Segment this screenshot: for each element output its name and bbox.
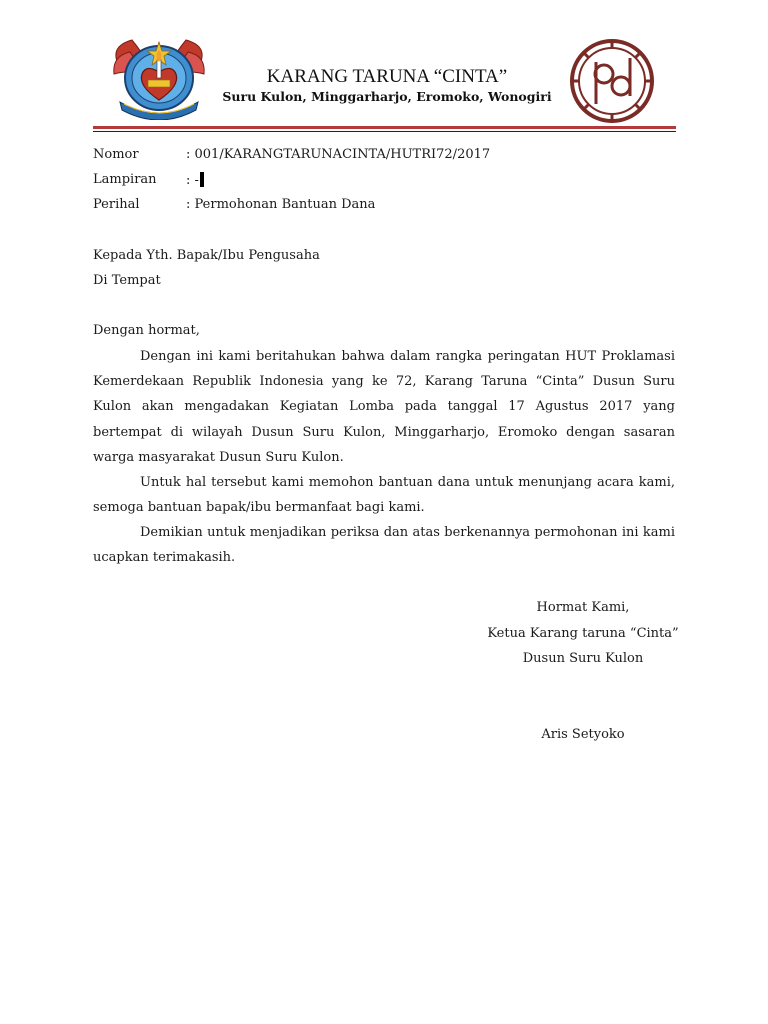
perihal-value: : Permohonan Bantuan Dana [186,197,376,212]
meta-row-nomor [93,147,676,167]
lampiran-label: Lampiran [93,172,157,187]
org-name: KARANG TARUNA “CINTA” [266,66,508,87]
signature-place: Dusun Suru Kulon [522,651,644,666]
meta-row-perihal [93,197,676,217]
recipient-place: Di Tempat [93,273,161,288]
nomor-label: Nomor [93,147,139,162]
body-paragraph-3: Demikian untuk menjadikan periksa dan atas berkenannya permohonan ini kami ucapkan terimakasih. [93,525,675,566]
perihal-label: Perihal [93,197,140,212]
header-rule-thin [93,131,676,132]
text-cursor [200,172,204,187]
body-paragraph-1: Dengan ini kami beritahukan bahwa dalam rangka peringatan HUT Proklamasi Kemerdekaan Republik Indonesia yang ke 72, Karang Taruna “Cinta” Dusun Suru Kulon akan mengadakan Kegiatan Lomba pada tanggal 17 Agustus 2017 yang bertempat di wilayah Dusun Suru Kulon, Minggarharjo, Eromoko dengan sasaran warga masyarakat Dusun Suru Kulon. [93,349,675,465]
signature-role: Ketua Karang taruna “Cinta” [487,626,679,641]
header-rule-thick [93,126,676,129]
greeting: Dengan hormat, [93,323,200,338]
signature-name: Aris Setyoko [541,727,625,742]
org-address: Suru Kulon, Minggarharjo, Eromoko, Wonogiri [222,89,552,104]
meta-row-lampiran [93,172,676,192]
body-paragraph-2: Untuk hal tersebut kami memohon bantuan dana untuk menunjang acara kami, semoga bantuan bapak/ibu bermanfaat bagi kami. [93,475,675,516]
lampiran-value: : - [186,173,199,188]
karang-taruna-emblem-icon [108,34,210,120]
pd-monogram-icon [564,38,660,124]
lampiran-field[interactable] [186,172,204,188]
recipient-line: Kepada Yth. Bapak/Ibu Pengusaha [93,248,320,263]
nomor-value: : 001/KARANGTARUNACINTA/HUTRI72/2017 [186,147,491,162]
signature-closing: Hormat Kami, [536,600,630,615]
